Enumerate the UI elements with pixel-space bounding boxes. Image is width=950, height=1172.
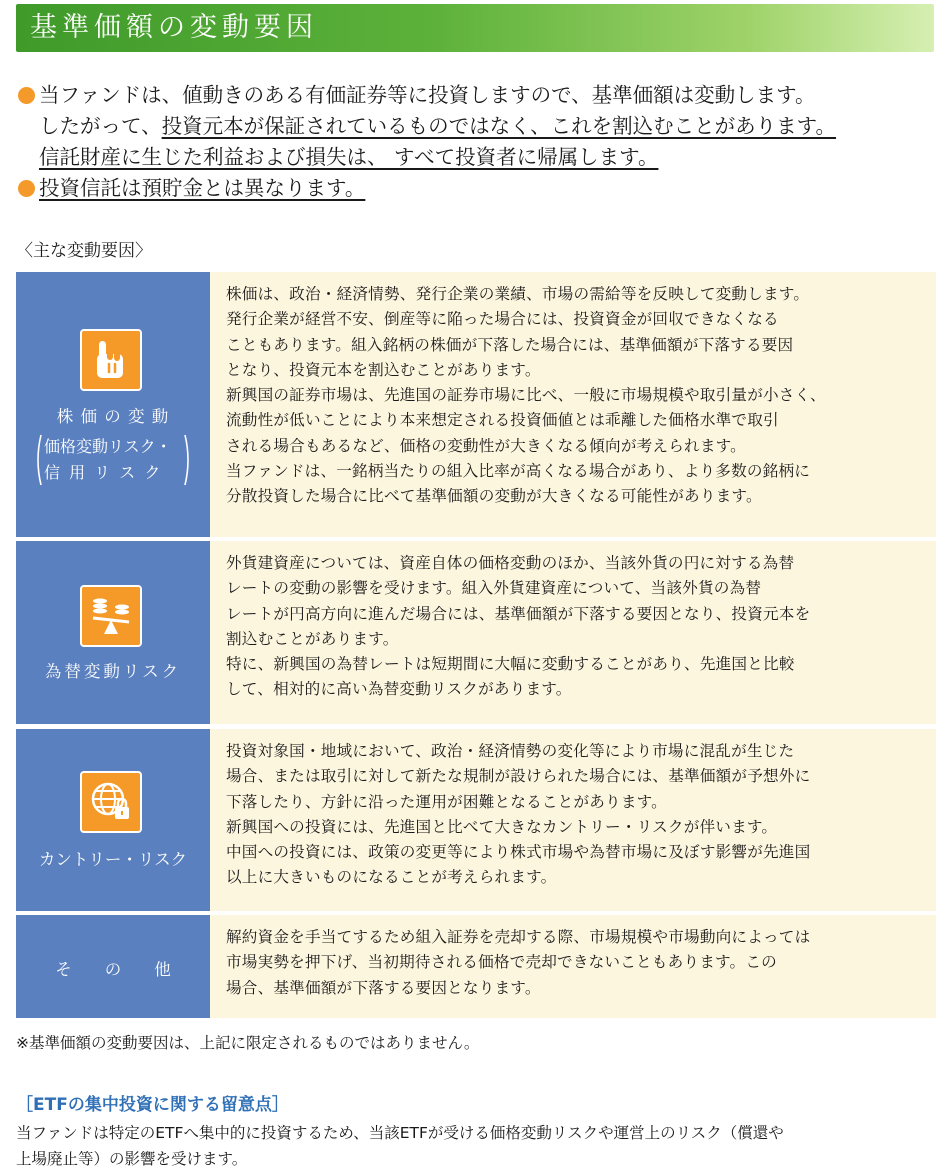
risk-description: 投資対象国・地域において、政治・経済情勢の変化等により市場に混乱が生じた 場合、または取引に対して新たな規制が設けられた場合には、基準価額が予想外に 下落したり、方針に沿った運用が困難となることがあります。 新興国への投資には、先進国と比べて大きなカントリー・リスクが伴います。 中国への投資には、政策の変更等により株式市場や為替市場に及ぼす影響が先進国 以上に大きいものになることが考えられます。 — [210, 729, 936, 911]
risk-label-cell — [16, 541, 210, 724]
orange-bullet-icon — [18, 180, 35, 197]
risk-description: 解約資金を手当てするため組入証券を売却する際、市場規模や市場動向によっては 市場実勢を押下げ、当初期待される価格で売却できないこともあります。この 場合、基準価額が下落する要因となります。 — [210, 915, 936, 1018]
important-notice — [18, 80, 938, 204]
globe-lock-icon — [80, 771, 142, 833]
risk-label-cell — [16, 272, 210, 537]
section-title: 基準価額の変動要因 — [30, 12, 318, 43]
risk-sublabel-1: 価格変動リスク・ — [44, 437, 172, 456]
risk-label: 為替変動リスク — [44, 662, 182, 681]
hand-point-icon — [80, 329, 142, 391]
risk-description: 株価は、政治・経済情勢、発行企業の業績、市場の需給等を反映して変動します。 発行企業が経営不安、倒産等に陥った場合には、投資資金が回収できなくなる こともあります。組入銘柄の株価が下落した場合には、基準価額が下落する要因 となり、投資元本を割込むことがあります。 新興国の証券市場は、先進国の証券市場に比べ、一般に市場規模や取引量が小さく、 流動性が低いことにより本来想定される投資価値とは乖離した価格水準で取引 される場合もあるなど、価格の変動性が大きくなる傾向が考えられます。 当ファンドは、一銘柄当たりの組入比率が高くなる場合があり、より多数の銘柄に 分散投資した場合に比べて基準価額の変動が大きくなる可能性があります。 — [210, 272, 936, 537]
risk-sublabel-group — [34, 434, 194, 486]
section-header-banner — [16, 4, 934, 52]
risk-description: 外貨建資産については、資産自体の価格変動のほか、当該外貨の円に対する為替 レートの変動の影響を受けます。組入外貨建資産について、当該外貨の為替 レートが円高方向に進んだ場合には、基準価額が下落する要因となり、投資元本を 割込むことがあります。 特に、新興国の為替レートは短期間に大幅に変動することがあり、先進国と比較 して、相対的に高い為替変動リスクがあります。 — [210, 541, 936, 724]
notice-line-4: 投資信託は預貯金とは異なります。 — [18, 173, 938, 204]
notice-line-2: したがって、投資元本が保証されているものではなく、これを割込むことがあります。 — [39, 114, 837, 138]
etf-section-title: ［ETFの集中投資に関する留意点］ — [16, 1095, 289, 1115]
risk-label-cell — [16, 729, 210, 911]
currency-scale-icon — [80, 585, 142, 647]
risk-label: 株 価 の 変 動 — [56, 407, 170, 426]
risk-row-fx — [16, 541, 936, 724]
orange-bullet-icon — [18, 87, 35, 104]
risk-label-cell — [16, 915, 210, 1018]
risk-row-other — [16, 915, 936, 1018]
footnote: ※基準価額の変動要因は、上記に限定されるものではありません。 — [16, 1034, 480, 1052]
notice-line-3: 信託財産に生じた利益および損失は、 すべて投資者に帰属します。 — [39, 145, 659, 169]
risk-row-country — [16, 729, 936, 911]
risk-row-stock-price — [16, 272, 936, 537]
risk-label: そ の 他 — [55, 960, 171, 979]
right-paren-icon — [184, 434, 192, 486]
risk-label: カントリー・リスク — [38, 850, 188, 869]
risk-factors-heading: 〈主な変動要因〉 — [16, 241, 152, 261]
left-paren-icon — [34, 434, 42, 486]
notice-line-1: 当ファンドは、値動きのある有価証券等に投資しますので、基準価額は変動します。 — [18, 80, 938, 111]
risk-sublabel-2: 信 用 リ ス ク — [44, 463, 163, 482]
etf-section-body: 当ファンドは特定のETFへ集中的に投資するため、当該ETFが受ける価格変動リスクや運営上のリスク（償還や 上場廃止等）の影響を受けます。 — [16, 1124, 784, 1168]
